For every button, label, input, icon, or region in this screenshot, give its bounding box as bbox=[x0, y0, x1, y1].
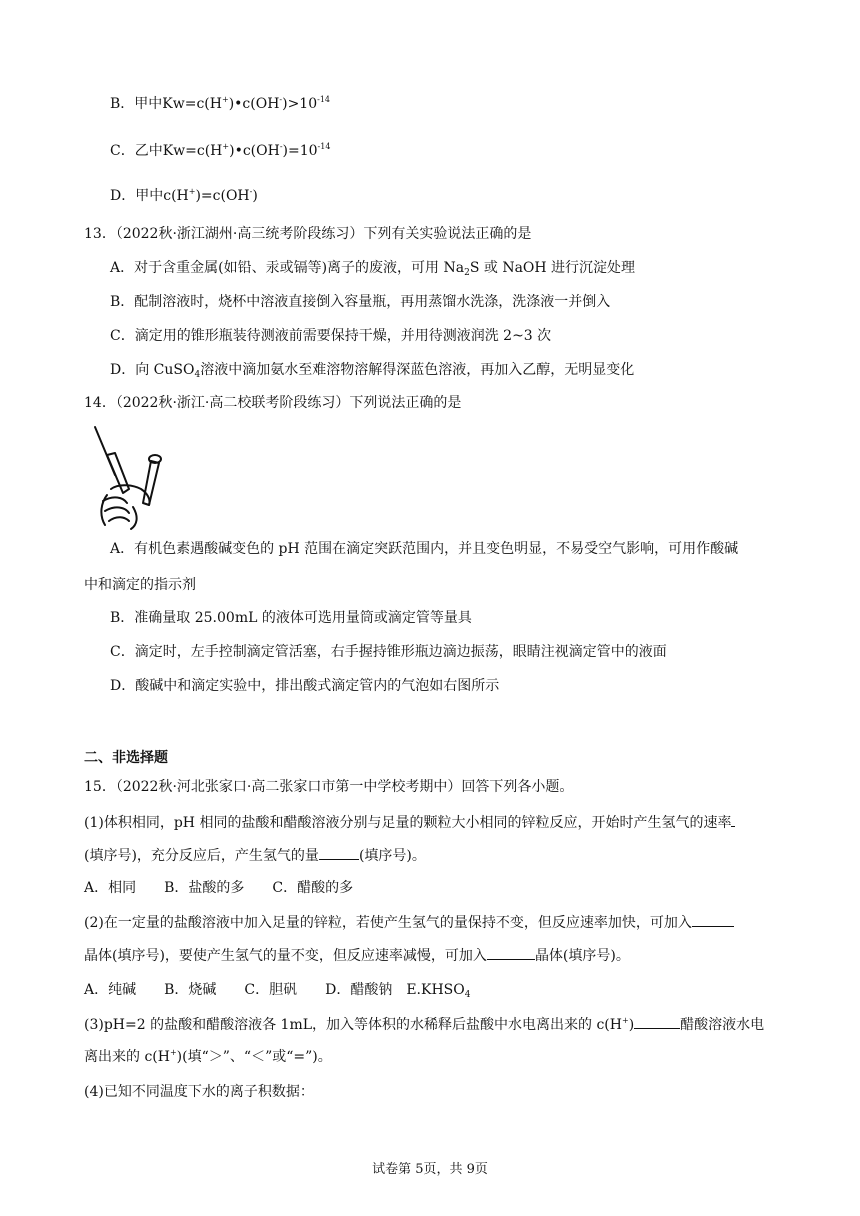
question-15-part2-line1: (2)在一定量的盐酸溶液中加入足量的锌粒，若使产生氢气的量保持不变，但反应速率加快，可加入 bbox=[84, 912, 734, 933]
option-14-c: C．滴定时，左手控制滴定管活塞，右手握持锥形瓶边滴边振荡，眼睛注视滴定管中的液面 bbox=[110, 644, 667, 660]
option-13-a: A．对于含重金属(如铅、汞或镉等)离子的废液，可用 $Na_2S$ 或 NaOH 进行沉淀处理 bbox=[110, 260, 636, 278]
section-heading: 二、非选择题 bbox=[84, 750, 168, 766]
question-15-part2-line2: 晶体(填序号)，要使产生氢气的量不变，但反应速率减慢，可加入 晶体(填序号)。 bbox=[84, 945, 630, 966]
option-12-b: B．甲中$Kw=c(H^+)•c(OH^-)>10^{-14}$ bbox=[110, 95, 331, 112]
option-14-b: B．准确量取 25.00mL 的液体可选用量筒或滴定管等量具 bbox=[110, 610, 472, 626]
option-14-a-line1: A．有机色素遇酸碱变色的 pH 范围在滴定突跃范围内，并且变色明显，不易受空气影响，可用作酸碱 bbox=[110, 541, 739, 557]
option-14-a-line2: 中和滴定的指示剂 bbox=[84, 577, 196, 593]
question-15-options-1: A．相同 B．盐酸的多 C．醋酸的多 bbox=[84, 880, 354, 896]
option-13-d: D．向 CuSO$_4$溶液中滴加氨水至难溶物溶解得深蓝色溶液，再加入乙醇，无明显变化 bbox=[110, 362, 635, 380]
question-15-options-2: A．纯碱 B．烧碱 C．胆矾 D．醋酸钠 $E.KHSO_4$ bbox=[84, 982, 471, 1000]
page-footer: 试卷第 5页，共 9页 bbox=[372, 1162, 488, 1177]
answer-blank[interactable] bbox=[487, 945, 535, 960]
finger-3 bbox=[109, 517, 129, 521]
burette-body bbox=[107, 453, 129, 493]
option-13-b: B．配制溶液时，烧杯中溶液直接倒入容量瓶，再用蒸馏水洗涤，洗涤液一并倒入 bbox=[110, 294, 611, 310]
answer-blank[interactable] bbox=[634, 1014, 680, 1029]
question-15-stem: 15．（2022秋·河北张家口·高二张家口市第一中学校考期中）回答下列各小题。 bbox=[84, 779, 574, 795]
finger-2 bbox=[105, 507, 129, 513]
answer-blank[interactable] bbox=[319, 845, 359, 860]
question-14-stem: 14．（2022秋·浙江·高二校联考阶段练习）下列说法正确的是 bbox=[84, 395, 462, 411]
finger-1 bbox=[103, 497, 127, 503]
question-15-part1-line1: (1)体积相同，pH 相同的盐酸和醋酸溶液分别与足量的颗粒大小相同的锌粒反应，开始时产生氢气的速率 bbox=[84, 812, 735, 833]
answer-blank[interactable] bbox=[692, 912, 734, 927]
option-13-c: C．滴定用的锥形瓶装待测液前需要保持干燥，并用待测液润洗 2~3 次 bbox=[110, 328, 552, 344]
rubber-tube bbox=[143, 461, 159, 505]
question-15-part1-line2: (填序号)，充分反应后，产生氢气的量 (填序号)。 bbox=[84, 845, 426, 866]
option-12-d: D．甲中c(H+)=c(OH-) bbox=[110, 187, 258, 204]
question-15-part3-line2: 离出来的 c(H+)(填“＞”、“＜”或“=”)。 bbox=[84, 1048, 332, 1065]
option-14-d: D．酸碱中和滴定实验中，排出酸式滴定管内的气泡如右图所示 bbox=[110, 678, 500, 694]
option-12-c: C．乙中$Kw=c(H^+)•c(OH^-)=10^{-14}$ bbox=[110, 142, 331, 159]
question-15-part3-line1: (3)pH=2 的盐酸和醋酸溶液各 1mL，加入等体积的水稀释后盐酸中水电离出来的 c(H+) 醋酸溶液水电 bbox=[84, 1016, 765, 1033]
question-15-part4: (4)已知不同温度下水的离子积数据： bbox=[84, 1084, 314, 1100]
burette-bubble-figure bbox=[93, 425, 173, 530]
answer-blank[interactable] bbox=[731, 812, 735, 827]
question-13-stem: 13．（2022秋·浙江湖州·高三统考阶段练习）下列有关实验说法正确的是 bbox=[84, 226, 532, 242]
hand-right-edge bbox=[131, 507, 137, 529]
